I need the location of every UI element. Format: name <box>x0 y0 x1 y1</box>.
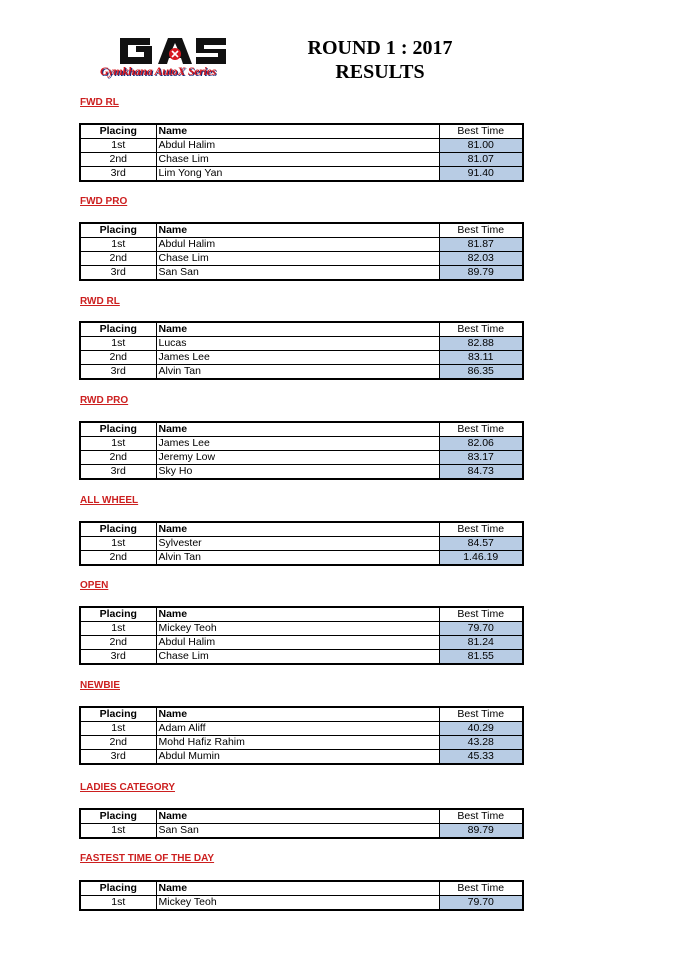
column-header-name: Name <box>156 707 439 722</box>
table-header-row <box>80 707 523 722</box>
column-header-best-time: Best Time <box>439 422 523 437</box>
page-subtitle: RESULTS <box>335 61 425 83</box>
table-row <box>80 896 523 911</box>
best-time-cell: 84.57 <box>439 537 523 551</box>
table-row <box>80 365 523 380</box>
placing-cell: 3rd <box>80 167 156 182</box>
table-row <box>80 337 523 351</box>
column-header-best-time: Best Time <box>439 223 523 238</box>
column-header-name: Name <box>156 881 439 896</box>
results-table <box>79 123 524 182</box>
table-header-row <box>80 422 523 437</box>
name-cell: Lim Yong Yan <box>156 167 439 182</box>
name-cell: Abdul Halim <box>156 139 439 153</box>
table-row <box>80 465 523 480</box>
best-time-cell: 86.35 <box>439 365 523 380</box>
best-time-cell: 82.88 <box>439 337 523 351</box>
section-title: RWD PRO <box>80 395 129 406</box>
best-time-cell: 84.73 <box>439 465 523 480</box>
best-time-cell: 1.46.19 <box>439 551 523 566</box>
best-time-cell: 82.06 <box>439 437 523 451</box>
column-header-best-time: Best Time <box>439 322 523 337</box>
best-time-cell: 81.24 <box>439 636 523 650</box>
table-row <box>80 636 523 650</box>
best-time-cell: 43.28 <box>439 736 523 750</box>
name-cell: Sky Ho <box>156 465 439 480</box>
placing-cell: 3rd <box>80 750 156 765</box>
table-row <box>80 167 523 182</box>
best-time-cell: 79.70 <box>439 896 523 911</box>
name-cell: San San <box>156 824 439 839</box>
column-header-best-time: Best Time <box>439 707 523 722</box>
table-header-row <box>80 881 523 896</box>
table-header-row <box>80 322 523 337</box>
table-row <box>80 252 523 266</box>
results-table <box>79 222 524 281</box>
placing-cell: 1st <box>80 824 156 839</box>
name-cell: Sylvester <box>156 537 439 551</box>
name-cell: Mickey Teoh <box>156 622 439 636</box>
name-cell: Lucas <box>156 337 439 351</box>
placing-cell: 1st <box>80 238 156 252</box>
column-header-name: Name <box>156 322 439 337</box>
placing-cell: 2nd <box>80 153 156 167</box>
name-cell: James Lee <box>156 351 439 365</box>
table-row <box>80 139 523 153</box>
column-header-name: Name <box>156 422 439 437</box>
placing-cell: 1st <box>80 722 156 736</box>
table-row <box>80 551 523 566</box>
table-header-row <box>80 607 523 622</box>
best-time-cell: 89.79 <box>439 266 523 281</box>
name-cell: Alvin Tan <box>156 551 439 566</box>
best-time-cell: 91.40 <box>439 167 523 182</box>
table-header-row <box>80 223 523 238</box>
placing-cell: 2nd <box>80 736 156 750</box>
placing-cell: 2nd <box>80 451 156 465</box>
placing-cell: 2nd <box>80 551 156 566</box>
table-row <box>80 266 523 281</box>
results-table <box>79 880 524 911</box>
best-time-cell: 81.87 <box>439 238 523 252</box>
best-time-cell: 89.79 <box>439 824 523 839</box>
best-time-cell: 83.11 <box>439 351 523 365</box>
section-title: OPEN <box>80 580 109 591</box>
table-row <box>80 451 523 465</box>
column-header-placing: Placing <box>80 124 156 139</box>
table-row <box>80 153 523 167</box>
name-cell: Mohd Hafiz Rahim <box>156 736 439 750</box>
table-header-row <box>80 809 523 824</box>
column-header-best-time: Best Time <box>439 124 523 139</box>
name-cell: James Lee <box>156 437 439 451</box>
placing-cell: 2nd <box>80 636 156 650</box>
best-time-cell: 40.29 <box>439 722 523 736</box>
placing-cell: 3rd <box>80 650 156 665</box>
column-header-name: Name <box>156 809 439 824</box>
placing-cell: 3rd <box>80 365 156 380</box>
table-row <box>80 351 523 365</box>
table-row <box>80 238 523 252</box>
name-cell: Adam Aliff <box>156 722 439 736</box>
placing-cell: 1st <box>80 622 156 636</box>
column-header-placing: Placing <box>80 422 156 437</box>
column-header-best-time: Best Time <box>439 809 523 824</box>
results-table <box>79 606 524 665</box>
table-header-row <box>80 522 523 537</box>
column-header-name: Name <box>156 223 439 238</box>
column-header-placing: Placing <box>80 809 156 824</box>
best-time-cell: 79.70 <box>439 622 523 636</box>
name-cell: Mickey Teoh <box>156 896 439 911</box>
best-time-cell: 81.00 <box>439 139 523 153</box>
placing-cell: 1st <box>80 896 156 911</box>
table-row <box>80 722 523 736</box>
best-time-cell: 83.17 <box>439 451 523 465</box>
name-cell: Alvin Tan <box>156 365 439 380</box>
column-header-name: Name <box>156 124 439 139</box>
name-cell: Chase Lim <box>156 153 439 167</box>
name-cell: Abdul Halim <box>156 238 439 252</box>
logo-wordmark: Gymkhana AutoX Series <box>100 64 216 78</box>
placing-cell: 3rd <box>80 266 156 281</box>
placing-cell: 2nd <box>80 351 156 365</box>
results-table <box>79 421 524 480</box>
name-cell: San San <box>156 266 439 281</box>
section-title: FWD PRO <box>80 196 128 207</box>
placing-cell: 1st <box>80 337 156 351</box>
column-header-placing: Placing <box>80 607 156 622</box>
results-table <box>79 706 524 765</box>
placing-cell: 1st <box>80 437 156 451</box>
name-cell: Chase Lim <box>156 252 439 266</box>
section-title: FASTEST TIME OF THE DAY <box>80 853 215 864</box>
section-title: NEWBIE <box>80 680 120 691</box>
results-table <box>79 321 524 380</box>
results-table <box>79 808 524 839</box>
column-header-placing: Placing <box>80 522 156 537</box>
table-row <box>80 537 523 551</box>
column-header-placing: Placing <box>80 707 156 722</box>
column-header-best-time: Best Time <box>439 522 523 537</box>
column-header-best-time: Best Time <box>439 607 523 622</box>
best-time-cell: 82.03 <box>439 252 523 266</box>
column-header-placing: Placing <box>80 881 156 896</box>
column-header-placing: Placing <box>80 223 156 238</box>
table-row <box>80 736 523 750</box>
placing-cell: 1st <box>80 537 156 551</box>
results-table <box>79 521 524 566</box>
placing-cell: 3rd <box>80 465 156 480</box>
page-title: ROUND 1 : 2017 <box>307 37 453 59</box>
placing-cell: 1st <box>80 139 156 153</box>
placing-cell: 2nd <box>80 252 156 266</box>
table-row <box>80 824 523 839</box>
table-row <box>80 650 523 665</box>
section-title: ALL WHEEL <box>80 495 139 506</box>
gas-logo-mark <box>100 34 240 68</box>
best-time-cell: 81.07 <box>439 153 523 167</box>
section-title: LADIES CATEGORY <box>80 782 176 793</box>
table-row <box>80 750 523 765</box>
table-header-row <box>80 124 523 139</box>
column-header-name: Name <box>156 522 439 537</box>
table-row <box>80 437 523 451</box>
column-header-name: Name <box>156 607 439 622</box>
best-time-cell: 81.55 <box>439 650 523 665</box>
name-cell: Chase Lim <box>156 650 439 665</box>
section-title: RWD RL <box>80 296 120 307</box>
name-cell: Abdul Halim <box>156 636 439 650</box>
name-cell: Jeremy Low <box>156 451 439 465</box>
column-header-best-time: Best Time <box>439 881 523 896</box>
table-row <box>80 622 523 636</box>
section-title: FWD RL <box>80 97 119 108</box>
logo <box>100 34 240 84</box>
column-header-placing: Placing <box>80 322 156 337</box>
best-time-cell: 45.33 <box>439 750 523 765</box>
name-cell: Abdul Mumin <box>156 750 439 765</box>
